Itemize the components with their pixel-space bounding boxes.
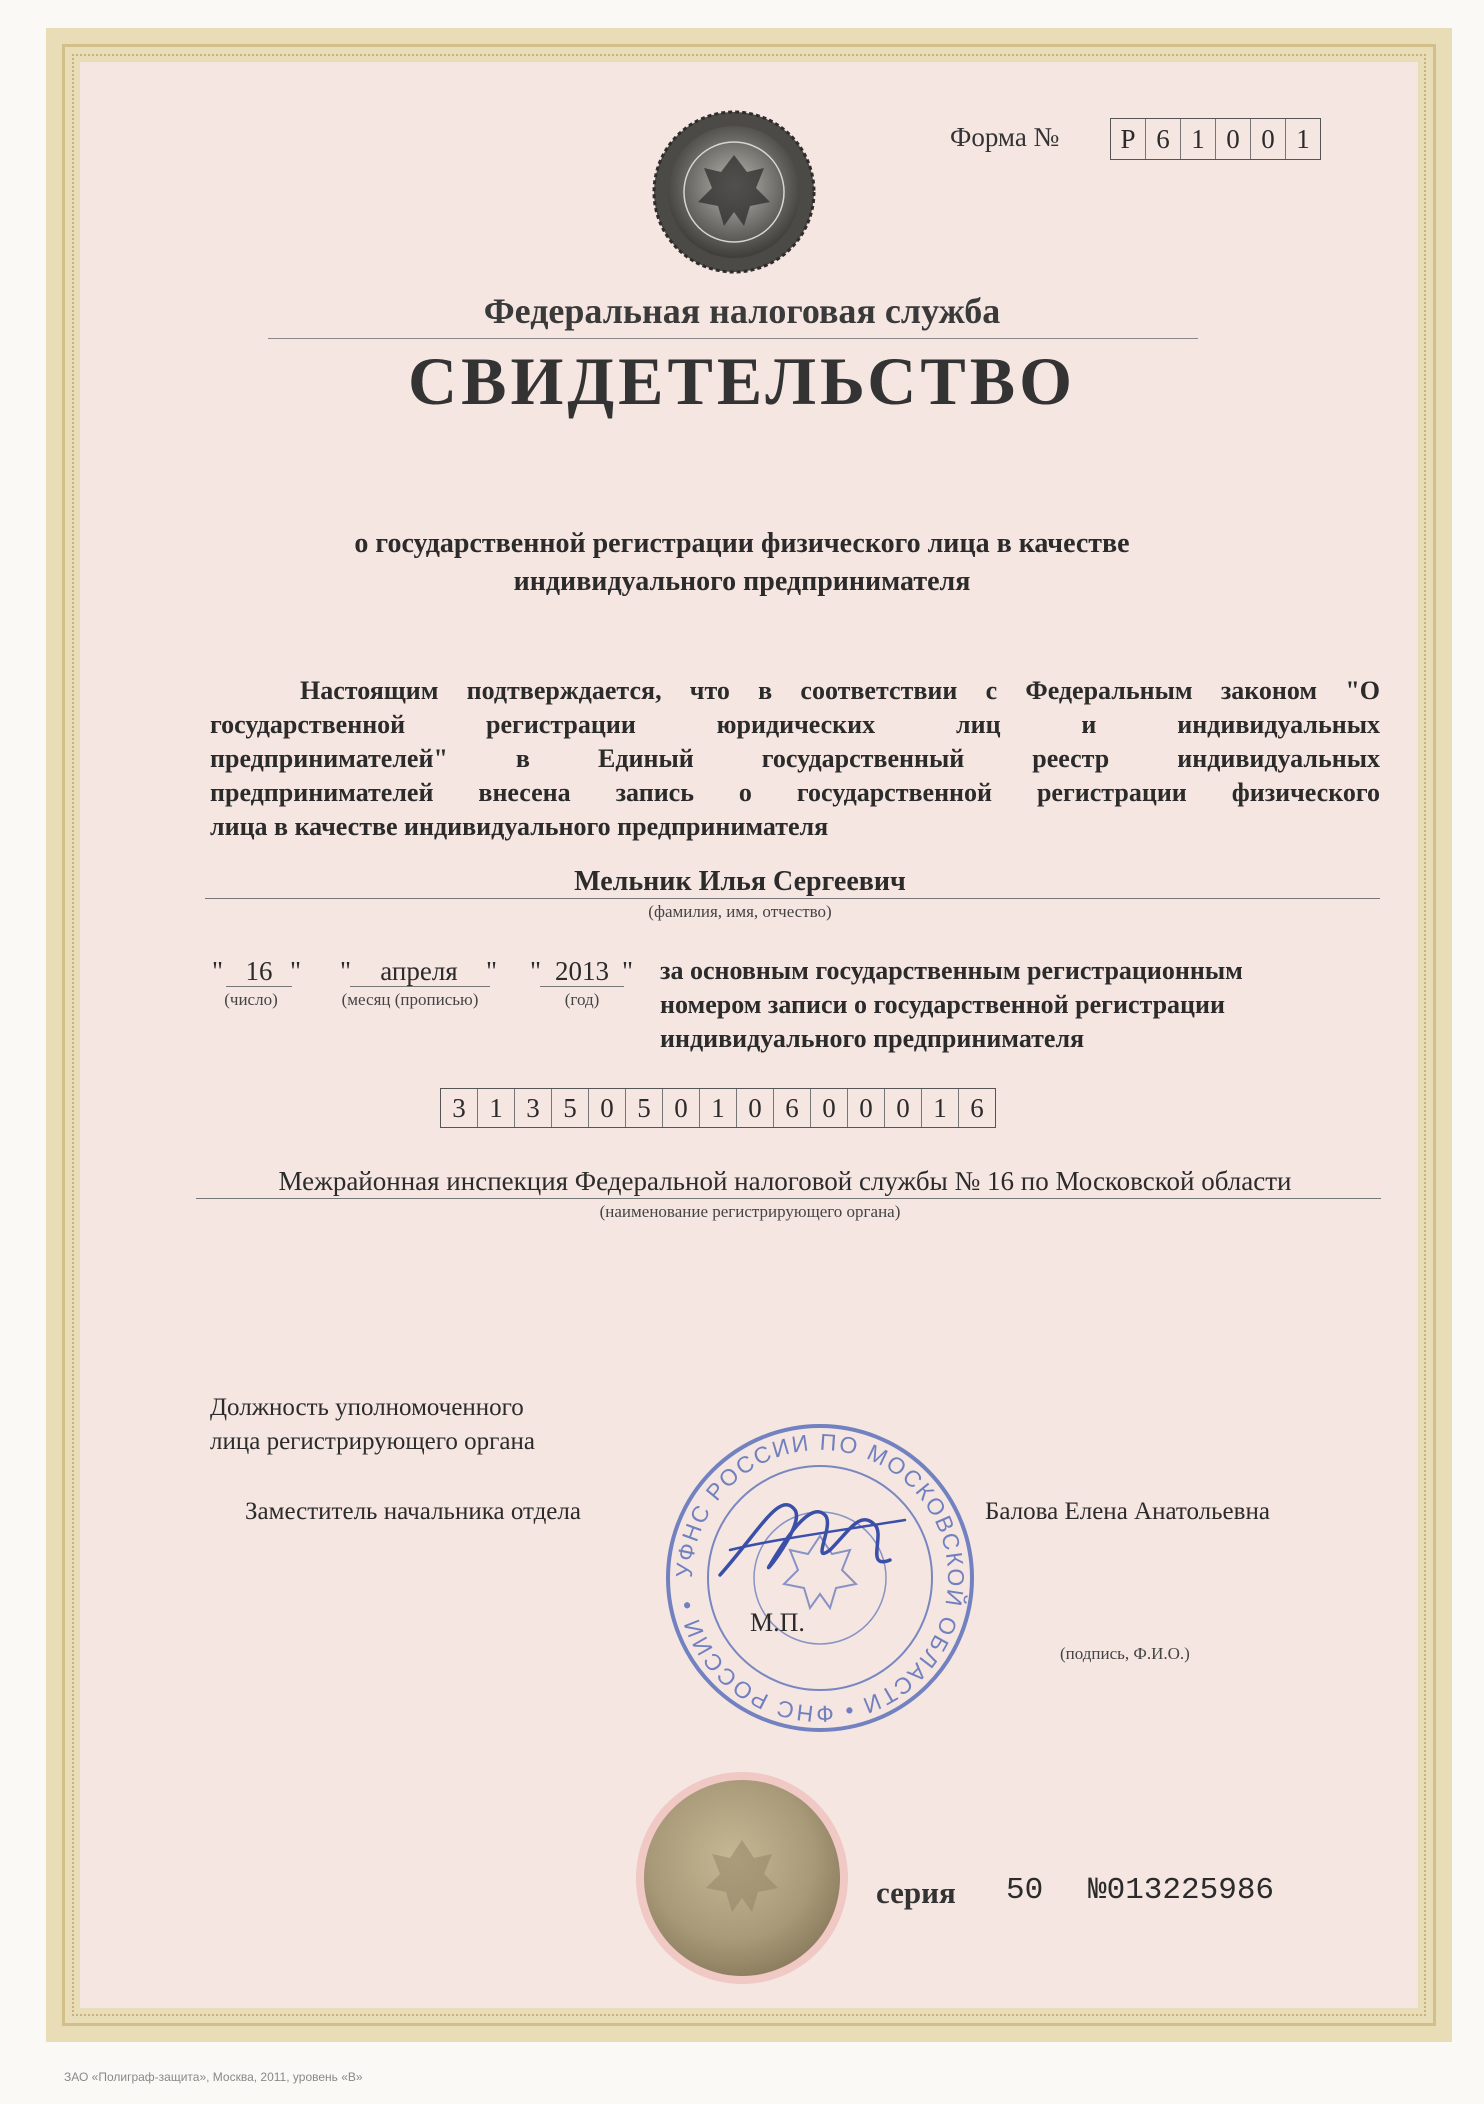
registration-digit: 0 (663, 1089, 700, 1127)
date-year-caption: (год) (564, 990, 600, 1009)
quote-mark: " (486, 956, 498, 986)
form-label: Форма № (950, 122, 1060, 152)
quote-mark: " (530, 956, 542, 986)
body-line: лица в качестве индивидуального предпринимателя (210, 812, 829, 841)
quote-mark: " (212, 956, 224, 986)
registration-digit: 3 (515, 1089, 552, 1127)
registration-text-line-3: индивидуального предпринимателя (660, 1024, 1085, 1053)
form-number-digit: Р (1111, 119, 1146, 159)
date-year-underline (540, 986, 624, 987)
subtitle-line-1: о государственной регистрации физического лица в качестве (354, 528, 1130, 559)
body-line: государственной регистрации юридических лиц и индивидуальных (210, 710, 1380, 739)
body-line: предпринимателей внесена запись о государственной регистрации физического (210, 778, 1380, 807)
authority-name: Межрайонная инспекция Федеральной налоговой службы № 16 по Московской области (278, 1166, 1292, 1196)
agency-name: Федеральная налоговая служба (483, 291, 1001, 331)
registration-number-box (440, 1088, 996, 1128)
registration-digit: 6 (970, 1093, 984, 1123)
signature-caption: (подпись, Ф.И.О.) (1060, 1644, 1190, 1663)
date-day-caption: (число) (224, 990, 278, 1009)
form-number-digit: 6 (1146, 119, 1181, 159)
form-number-digit: 1 (1181, 119, 1216, 159)
registration-digit: 1 (922, 1089, 959, 1127)
signer-name: Балова Елена Анатольевна (985, 1498, 1270, 1525)
seal-ring-text: УФНС РОССИИ ПО МОСКОВСКОЙ ОБЛАСТИ • ФНС РОССИИ • (670, 1428, 970, 1728)
registration-digit: 0 (589, 1089, 626, 1127)
registration-digit: 0 (885, 1089, 922, 1127)
body-line: предпринимателей" в Единый государственный реестр индивидуальных (210, 744, 1380, 773)
authority-underline (196, 1198, 1381, 1199)
registration-digit: 0 (848, 1089, 885, 1127)
form-number-digit: 1 (1296, 124, 1310, 154)
series-label: серия (876, 1875, 956, 1910)
date-day-underline (226, 986, 292, 987)
date-month: апреля (380, 956, 458, 986)
form-number-digit: 0 (1216, 119, 1251, 159)
date-month-caption: (месяц (прописью) (341, 990, 479, 1009)
series-value: 50 (1006, 1873, 1044, 1908)
person-caption: (фамилия, имя, отчество) (648, 902, 832, 921)
seal-place-mark: М.П. (750, 1608, 805, 1637)
quote-mark: " (622, 956, 634, 986)
date-year: 2013 (555, 956, 609, 986)
quote-mark: " (340, 956, 352, 986)
registration-digit: 1 (700, 1089, 737, 1127)
registration-digit: 6 (774, 1089, 811, 1127)
registration-digit: 5 (626, 1089, 663, 1127)
registration-digit: 1 (478, 1089, 515, 1127)
document-title: СВИДЕТЕЛЬСТВО (408, 343, 1076, 419)
registration-digit: 3 (441, 1089, 478, 1127)
printer-note: ЗАО «Полиграф-защита», Москва, 2011, уровень «В» (64, 2070, 363, 2084)
date-day: 16 (245, 956, 273, 986)
form-number-digit: 0 (1251, 119, 1286, 159)
form-number-box (1110, 118, 1321, 160)
position-label-2: лица регистрирующего органа (210, 1428, 535, 1455)
registration-digit: 5 (552, 1089, 589, 1127)
registration-digit: 0 (811, 1089, 848, 1127)
authority-caption: (наименование регистрирующего органа) (599, 1202, 901, 1221)
quote-mark: " (290, 956, 302, 986)
registration-text-line-1: за основным государственным регистрационным (660, 956, 1243, 985)
handwritten-signature (700, 1470, 920, 1600)
registration-digit: 0 (737, 1089, 774, 1127)
subtitle-line-2: индивидуального предпринимателя (513, 566, 971, 597)
signer-position: Заместитель начальника отдела (245, 1498, 581, 1525)
agency-underline (268, 338, 1198, 339)
person-name: Мельник Илья Сергеевич (574, 866, 906, 897)
gold-hologram-icon (634, 1770, 850, 1986)
person-name-underline (205, 898, 1380, 899)
position-label-1: Должность уполномоченного (210, 1394, 524, 1421)
emblem-hologram-icon (652, 110, 817, 275)
registration-text-line-2: номером записи о государственной регистрации (660, 990, 1225, 1019)
series-number: №013225986 (1088, 1873, 1275, 1908)
date-month-underline (350, 986, 490, 987)
body-line: Настоящим подтверждается, что в соответствии с Федеральным законом "О (300, 676, 1380, 705)
